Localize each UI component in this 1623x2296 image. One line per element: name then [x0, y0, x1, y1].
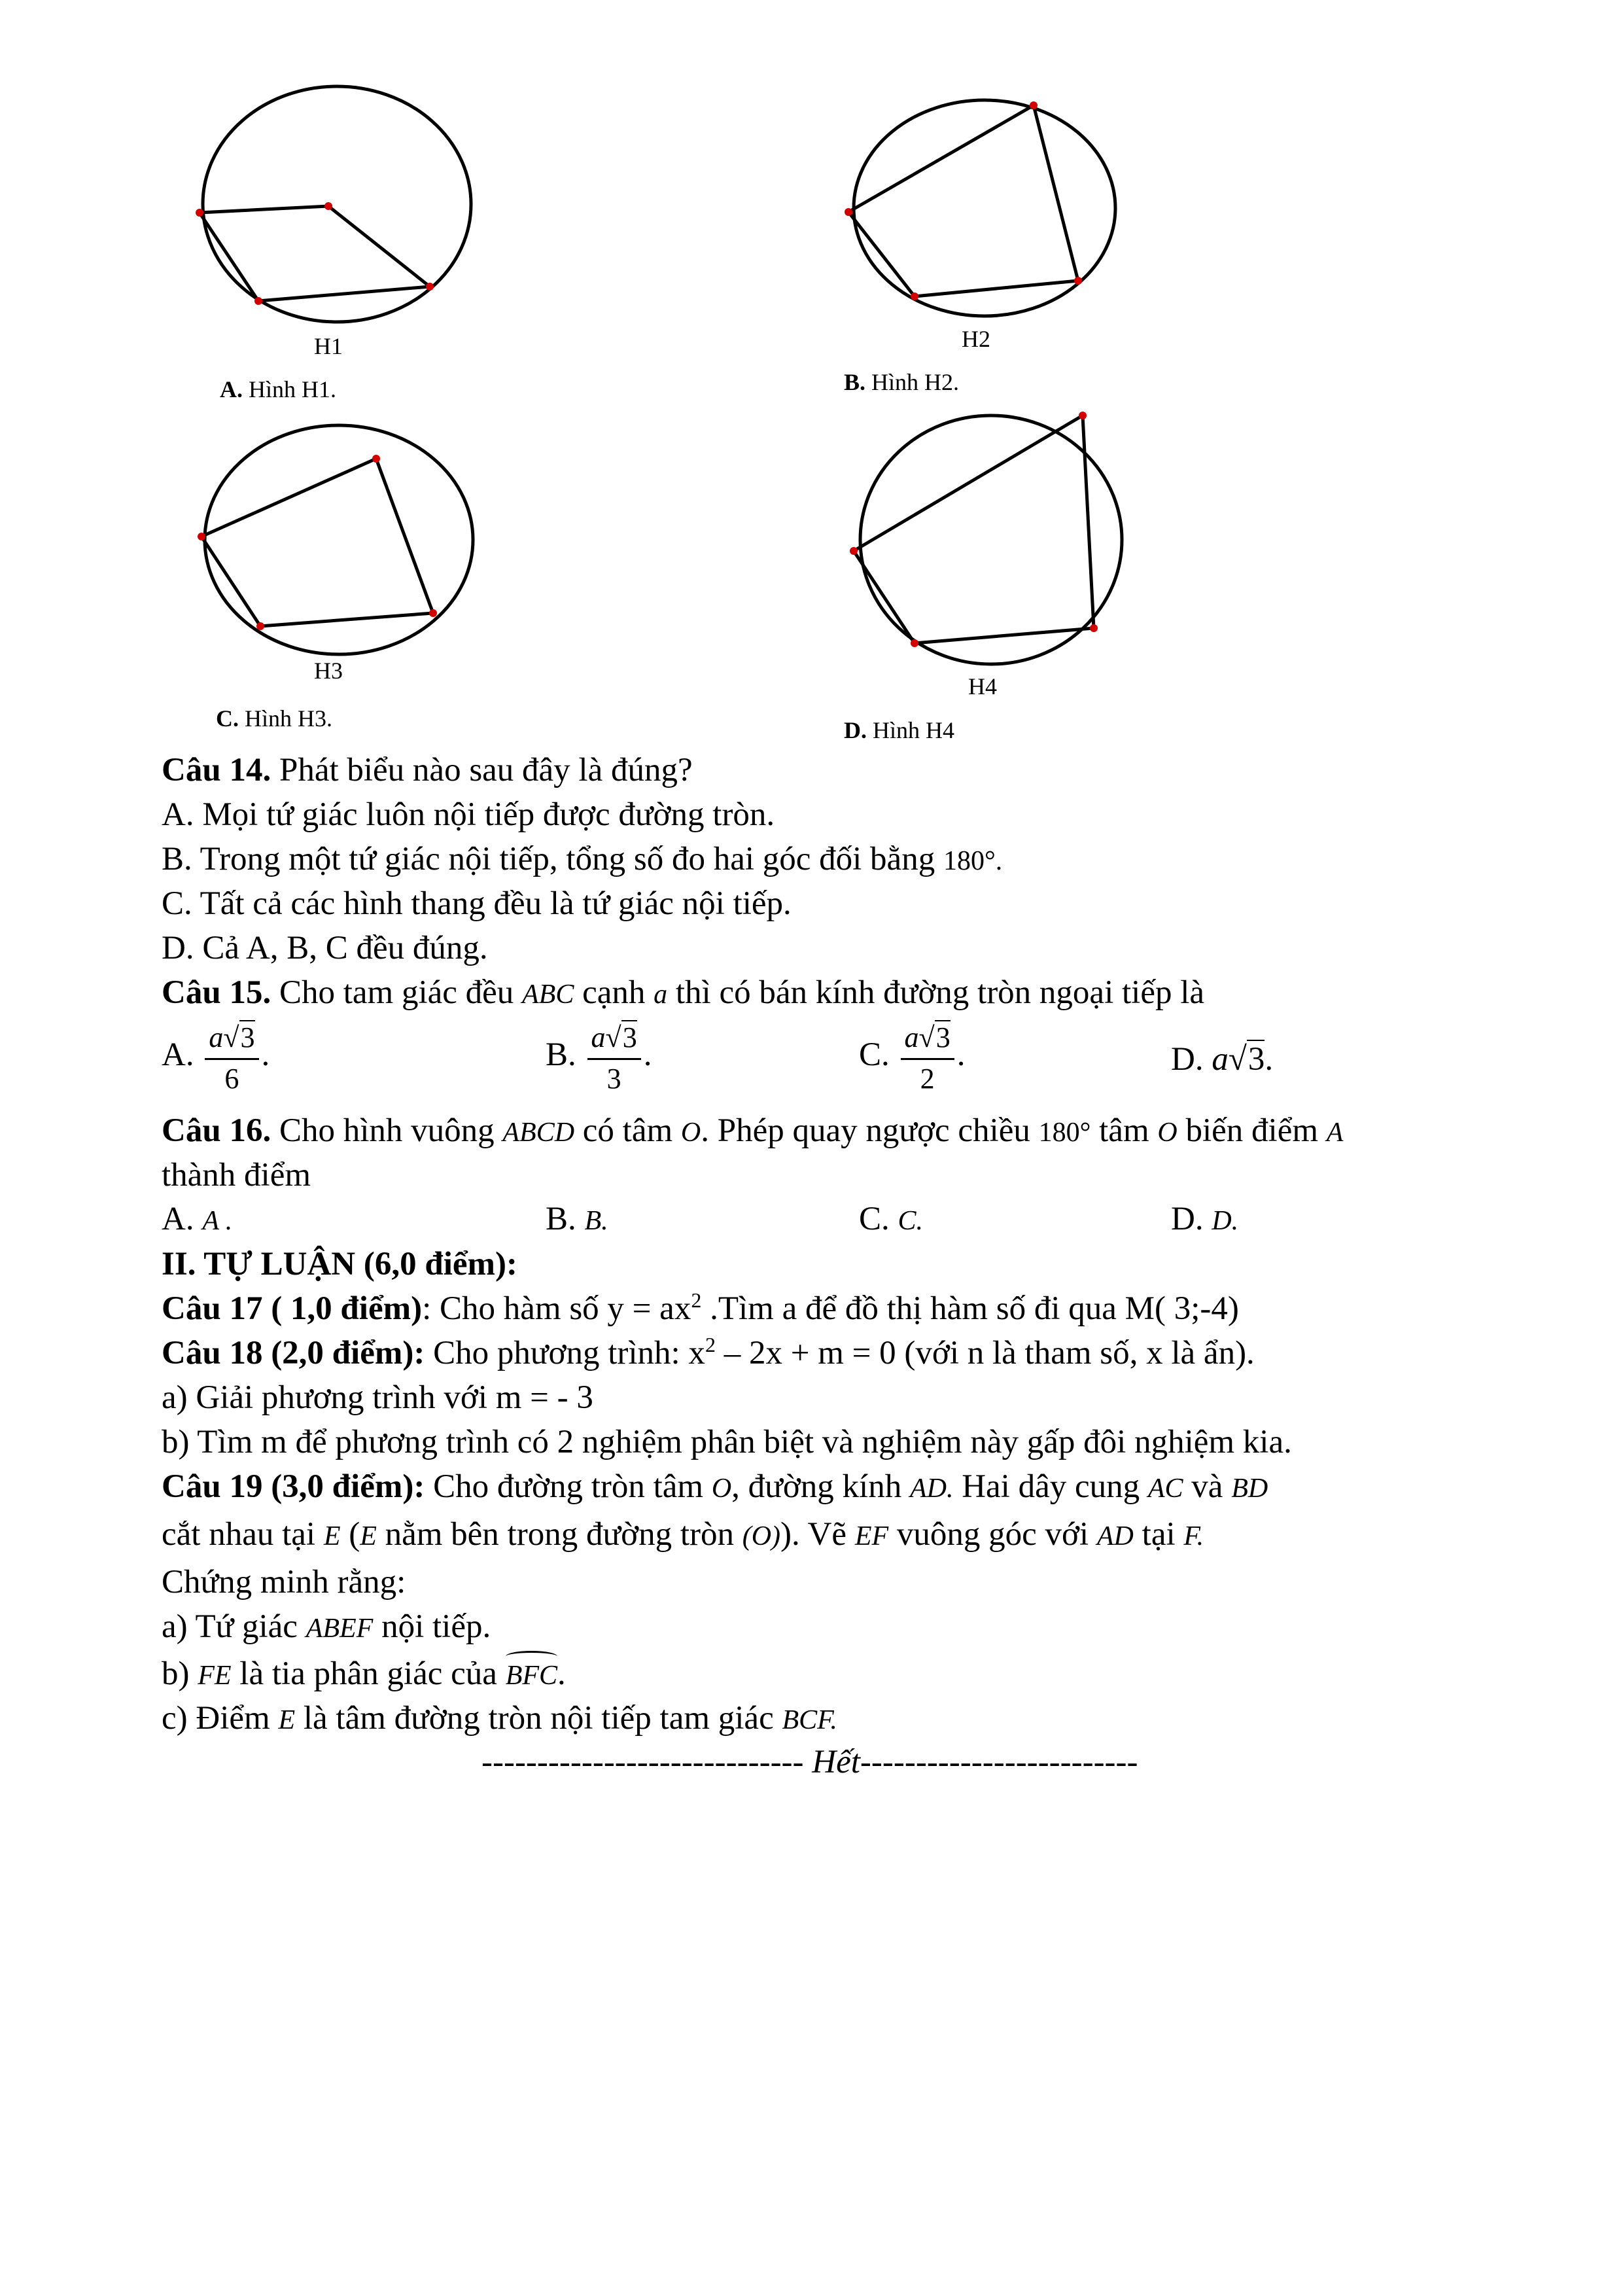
q19-question: Câu 19 (3,0 điểm): Cho đường tròn tâm O, đường kính AD. Hai dây cung AC và BD — [162, 1468, 1268, 1505]
end-marker: ----------------------------- Hết------------------------- — [481, 1744, 1138, 1780]
q15-option-a: A. $\frac{a√3}{6}$ . — [162, 1017, 270, 1098]
part2-heading: II. TỰ LUẬN (6,0 điểm): — [162, 1246, 517, 1282]
q15-question: Câu 15. Cho tam giác đều ABC cạnh a thì có bán kính đường tròn ngoại tiếp là — [162, 974, 1205, 1011]
q16-option-b: B. B. — [546, 1201, 608, 1237]
figure-h3-label: H3 — [314, 658, 343, 684]
q15-option-c: C. $\frac{a√3}{2}$ . — [859, 1017, 965, 1098]
q19-question-line2: cắt nhau tại E (E nằm bên trong đường tròn (O)). Vẽ EF vuông góc với AD tại F. — [162, 1516, 1204, 1553]
fraction: $\frac{a√3}{2}$ — [901, 1017, 954, 1098]
q19-prove: Chứng minh rằng: — [162, 1564, 406, 1600]
figure-h1-caption: A. Hình H1. — [220, 376, 336, 402]
q16-option-c: C. C. — [859, 1201, 924, 1237]
q14-option-a: A. Mọi tứ giác luôn nội tiếp được đường tròn. — [162, 796, 775, 833]
q15-option-b: B. $\frac{a√3}{3}$ . — [546, 1017, 652, 1098]
figure-h4 — [844, 406, 1138, 667]
q14-option-d: D. Cả A, B, C đều đúng. — [162, 930, 488, 966]
q14-option-c: C. Tất cả các hình thang đều là tứ giác nội tiếp. — [162, 885, 792, 922]
figure-h3-caption: C. Hình H3. — [216, 705, 332, 732]
figure-h4-label: H4 — [968, 673, 997, 699]
q16-option-a: A. A . — [162, 1201, 233, 1237]
q16-option-d: D. D. — [1171, 1201, 1239, 1237]
q18-part-a: a) Giải phương trình với m = - 3 — [162, 1379, 593, 1416]
angle-arc: BFC — [506, 1656, 557, 1695]
figure-h1-label: H1 — [314, 333, 343, 359]
figure-h3 — [190, 415, 484, 671]
q16-question-line2: thành điểm — [162, 1157, 311, 1193]
q19-part-b: b) FE là tia phân giác của BFC. — [162, 1654, 566, 1695]
q18-question: Câu 18 (2,0 điểm): Cho phương trình: $x^2 - 2x + m = 0$ (với n là tham số, x là ẩn). — [162, 1333, 1255, 1371]
figure-h2 — [844, 92, 1132, 327]
q17-question: Câu 17 ( 1,0 điểm): Cho hàm số $y = ax^2$ .Tìm a để đồ thị hàm số đi qua M( 3;-4) — [162, 1288, 1239, 1327]
q18-part-b: b) Tìm m để phương trình có 2 nghiệm phân biệt và nghiệm này gấp đôi nghiệm kia. — [162, 1424, 1292, 1460]
q19-part-a: a) Tứ giác ABEF nội tiếp. — [162, 1608, 491, 1645]
q19-part-c: c) Điểm E là tâm đường tròn nội tiếp tam giác BCF. — [162, 1700, 837, 1737]
fraction: $\frac{a√3}{3}$ — [587, 1017, 641, 1098]
q16-question: Câu 16. Cho hình vuông ABCD có tâm O. Phép quay ngược chiều 180° tâm O biến điểm A — [162, 1112, 1344, 1149]
figure-h1 — [190, 79, 484, 340]
figure-h2-caption: B. Hình H2. — [844, 369, 960, 395]
q14-question: Câu 14. Phát biểu nào sau đây là đúng? — [162, 752, 693, 788]
figure-h2-label: H2 — [962, 326, 990, 352]
figure-h4-caption: D. Hình H4 — [844, 717, 954, 743]
q14-option-b: B. Trong một tứ giác nội tiếp, tổng số đo hai góc đối bằng 180°. — [162, 841, 1003, 877]
q15-option-d: D. a√3. — [1171, 1041, 1274, 1078]
fraction: $\frac{a√3}{6}$ — [205, 1017, 258, 1098]
